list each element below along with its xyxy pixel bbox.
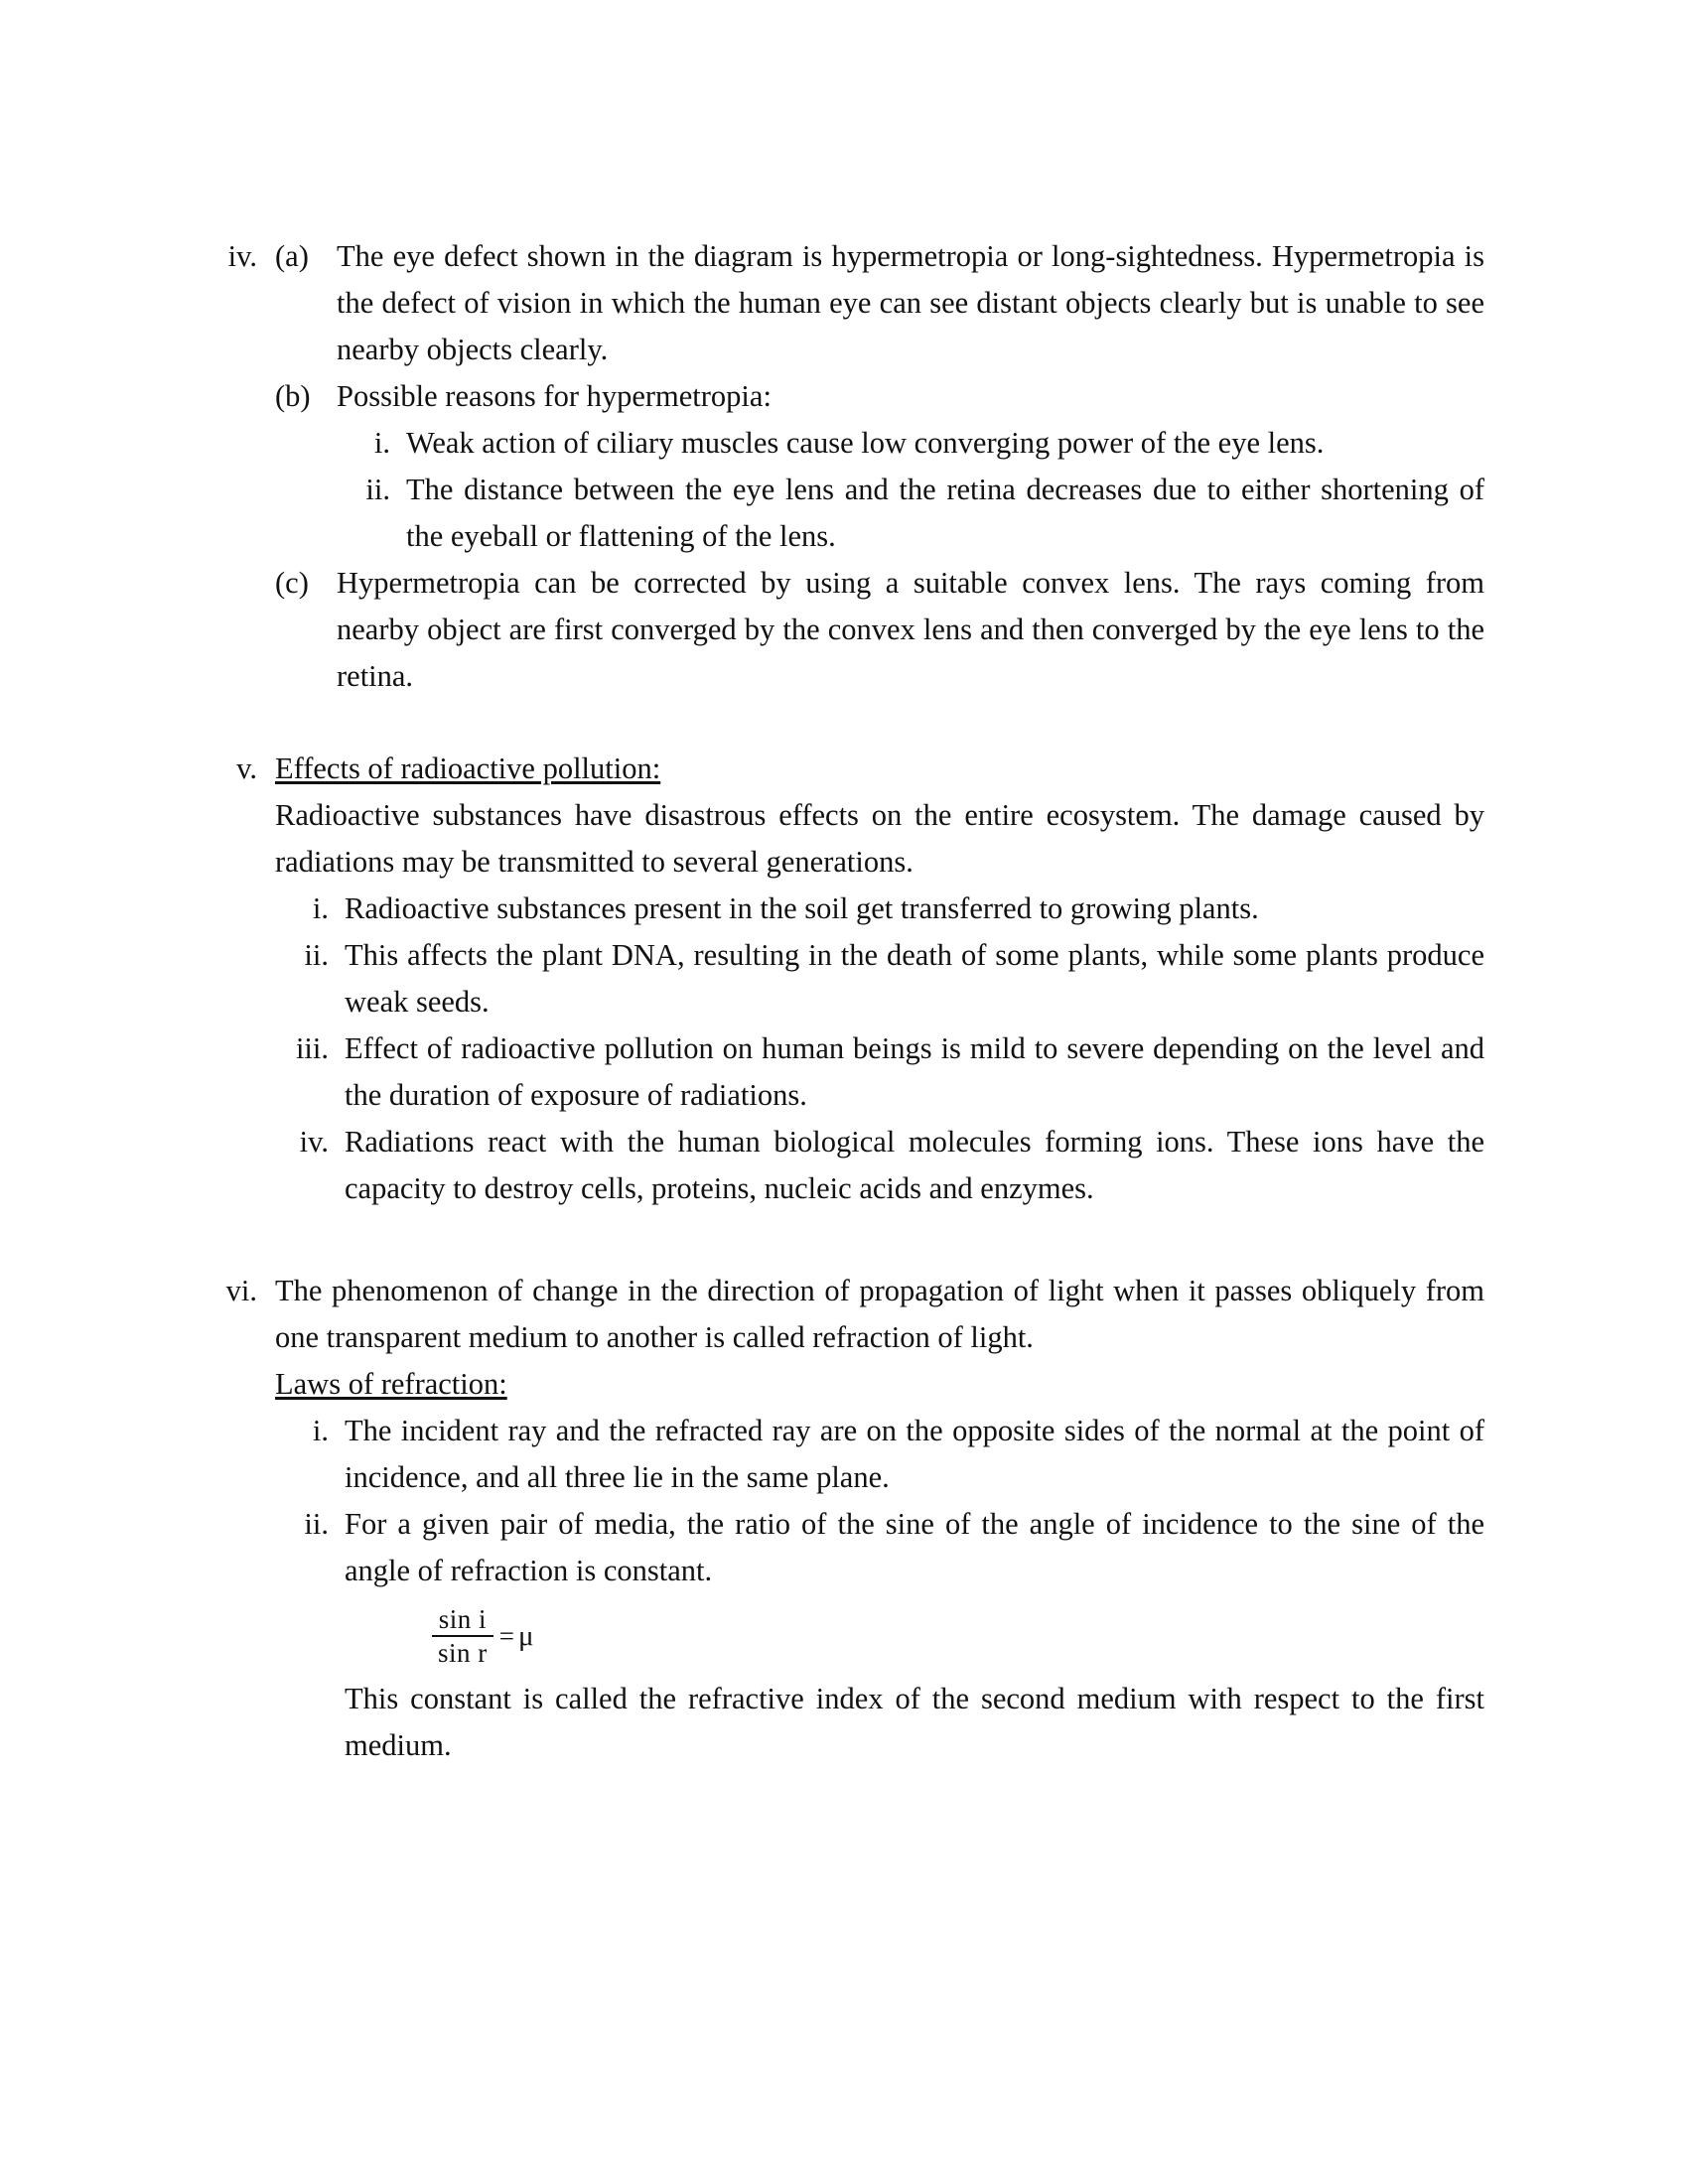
paragraph-vi-intro: The phenomenon of change in the direction of propagation of light when it passes obliquely from one transparent medium to another is called refraction of light. [275, 1274, 1484, 1354]
equals-sign: = [498, 1620, 514, 1651]
paragraph-v-iii: Effect of radioactive pollution on human beings is mild to severe depending on the level and the duration of exposure of radiations. [345, 1031, 1484, 1112]
paragraph-v-iv: Radiations react with the human biological molecules forming ions. These ions have the capacity to destroy cells, proteins, nucleic acids and enzymes. [345, 1125, 1484, 1205]
list-marker-iv-a: (a) [275, 239, 309, 273]
list-marker-iv-b-i: i. [373, 426, 390, 460]
paragraph-iv-a: The eye defect shown in the diagram is hypermetropia or long-sightedness. Hypermetropia is the defect of vision in which the human eye can see distant objects clearly but is unable to see nearby objects clearly. [337, 239, 1484, 366]
document-content [204, 233, 1484, 1769]
list-marker-iv: iv. [227, 239, 257, 273]
section-gap [204, 700, 1484, 746]
heading-laws-of-refraction: Laws of refraction: [275, 1367, 507, 1401]
refractive-index-formula [432, 1604, 1484, 1668]
list-item-v-iv [275, 1119, 1484, 1212]
list-marker-v-i: i. [312, 891, 329, 925]
list-body-vi [275, 1268, 1484, 1769]
paragraph-iv-b-ii: The distance between the eye lens and the retina decreases due to either shortening of the eyeball or flattening of the lens. [406, 473, 1484, 553]
list-item-iv-b [275, 373, 1484, 560]
paragraph-vi-i: The incident ray and the refracted ray are on the opposite sides of the normal at the point of incidence, and all three lie in the same plane. [345, 1414, 1484, 1494]
list-item-iv [204, 233, 1484, 700]
list-marker-v-ii: ii. [304, 938, 329, 972]
heading-effects-of-radioactive-pollution: Effects of radioactive pollution: [275, 751, 661, 785]
list-item-vi-ii [275, 1501, 1484, 1769]
list-item-v [204, 746, 1484, 1212]
section-gap [204, 1212, 1484, 1268]
list-item-iv-c [275, 560, 1484, 700]
list-item-iv-b-i [337, 420, 1484, 467]
paragraph-v-ii: This affects the plant DNA, resulting in the death of some plants, while some plants produce weak seeds. [345, 938, 1484, 1019]
list-item-iv-a [275, 233, 1484, 373]
paragraph-v-i: Radioactive substances present in the soil get transferred to growing plants. [345, 891, 1259, 925]
paragraph-vi-closing: This constant is called the refractive index of the second medium with respect to the first medium. [345, 1682, 1484, 1763]
mu-symbol: μ [517, 1619, 534, 1652]
list-item-v-ii [275, 932, 1484, 1025]
fraction-denominator: sin r [432, 1635, 493, 1668]
list-item-iv-b-ii [337, 467, 1484, 560]
list-marker-v-iii: iii. [295, 1031, 329, 1065]
list-marker-iv-b: (b) [275, 379, 311, 413]
list-body-v [275, 746, 1484, 1212]
list-item-vi [204, 1268, 1484, 1769]
paragraph-iv-c: Hypermetropia can be corrected by using a suitable convex lens. The rays coming from nearby object are first converged by the convex lens and then converged by the eye lens to the retina. [337, 566, 1484, 693]
list-marker-iv-b-ii: ii. [365, 473, 390, 506]
list-marker-v-iv: iv. [299, 1125, 329, 1159]
fraction-sin-i-over-sin-r [432, 1604, 493, 1668]
list-marker-iv-c: (c) [275, 566, 309, 600]
list-item-v-i [275, 886, 1484, 932]
list-marker-vi-ii: ii. [304, 1507, 329, 1541]
paragraph-iv-b-i: Weak action of ciliary muscles cause low converging power of the eye lens. [406, 426, 1325, 460]
list-item-v-iii [275, 1025, 1484, 1119]
paragraph-vi-ii: For a given pair of media, the ratio of the sine of the angle of incidence to the sine of the angle of refraction is constant. [345, 1507, 1484, 1587]
list-item-vi-i [275, 1408, 1484, 1501]
fraction-numerator: sin i [438, 1604, 487, 1634]
paragraph-v-intro: Radioactive substances have disastrous effects on the entire ecosystem. The damage caused by radiations may be transmitted to several generations. [275, 798, 1484, 879]
list-marker-vi-i: i. [312, 1414, 329, 1447]
list-marker-vi: vi. [225, 1274, 257, 1307]
list-marker-v: v. [236, 751, 257, 785]
list-body-iv [275, 233, 1484, 700]
paragraph-iv-b: Possible reasons for hypermetropia: [337, 379, 772, 413]
